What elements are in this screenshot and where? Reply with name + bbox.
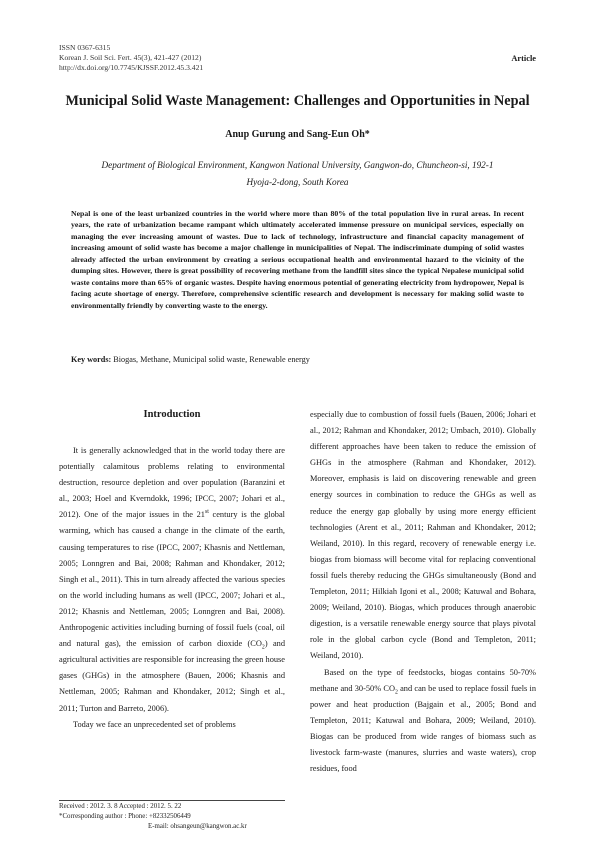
affiliation-line-2: Hyoja-2-dong, South Korea (246, 177, 349, 187)
intro-paragraph-2-continued: especially due to combustion of fossil fuels (Bauen, 2006; Johari et al., 2012; Rahman and Khondaker, 2012; Umbach, 2010). Globally different approaches have been taken to reduce the emission of GHGs in the atmosphere (Rahman and Khondaker, 2012). Moreover, emphasis is laid on discovering renewable and green energy sources in combination to reduce the GHGs as well as reduce the energy gap globally by using more energy efficient technologies (Arent et al., 2011; Rahman and Khondaker, 2012; Weiland, 2010). In this regard, recovery of renewable energy i.e. biogas from biomass will become vital for replacing conventional fossil fuels thereby reducing the GHGs simultaneously (Bond and Templeton, 2011; Hilkiah Igoni et al., 2008; Katuwal and Bohara, 2009; Weiland, 2010). Biogas, which produces through anaerobic digestion, is a versatile renewable energy source that plays pivotal role in the global carbon cycle (Bond and Templeton, 2011; Weiland, 2010). (310, 410, 536, 661)
corresponding-author: *Corresponding author : Phone: +82332506449 (59, 813, 191, 820)
section-heading-introduction: Introduction (143, 409, 201, 420)
author-affiliation (80, 157, 515, 191)
paper-title: Municipal Solid Waste Management: Challenges and Opportunities in Nepal (65, 93, 530, 109)
journal-citation: Korean J. Soil Sci. Fert. 45(3), 421-427 (2012) (59, 53, 202, 62)
intro-paragraph-2: Today we face an unprecedented set of problems (73, 719, 236, 729)
keywords (71, 355, 524, 364)
author-email[interactable]: E-mail: ohsangeun@kangwon.ac.kr (148, 823, 247, 830)
footnote-divider (59, 800, 285, 801)
left-column (59, 443, 285, 733)
keywords-label: Key words: (71, 355, 112, 364)
doi-link[interactable]: http://dx.doi.org/10.7745/KJSSF.2012.45.3.421 (59, 63, 204, 72)
issn: ISSN 0367-6315 (59, 43, 111, 52)
intro-paragraph-3: Based on the type of feedstocks, biogas contains 50-70% methane and 30-50% $CO_2$ and can be used to replace fossil fuels in power and heat production (Bajgain et al., 2005; Bond and Templeton, 2011; Katuwal and Bohara, 2009; Weiland, 2010). Biogas can be produced from wide ranges of biomass such as livestock farm-waste (manures, slurries and waste waters), crop residues, food (310, 667, 536, 774)
affiliation-line-1: Department of Biological Environment, Kangwon National University, Gangwon-do, Chuncheon-si, 192-1 (101, 160, 494, 170)
received-dates: Received : 2012. 3. 8 Accepted : 2012. 5. 22 (59, 803, 182, 810)
intro-paragraph-1: It is generally acknowledged that in the world today there are potentially calamitous problems relating to environmental destruction, resource depletion and over population (Baranzini et al., 2003; Hoel and Kverndokk, 1996; IPCC, 2007; Johari et al., 2012). One of the major issues in the 21st century is the global warming, which has caused a change in the climate of the earth, causing temperatures to rise (IPCC, 2007; Khasnis and Nettleman, 2005; Lonngren and Bai, 2008; Rahman and Khondaker, 2012; Singh et al., 2011). This in turn already affected the various species on the world including humans as well (IPCC, 2007; Johari et al., 2012; Khasnis and Nettleman, 2005; Lonngren and Bai, 2008). Anthropogenic activities including burning of fossil fuels (coal, oil and natural gas), the emission of carbon dioxide $(CO_2)$ and agricultural activities are responsible for increasing the green house gases (GHGs) in the atmosphere (Bauen, 2006; Khasnis and Nettleman, 2005; Rahman and Khondaker, 2012; Singh et al., 2011; Turton and Barreto, 2006). (59, 446, 286, 713)
abstract: Nepal is one of the least urbanized countries in the world where more than 80% of the total population live in rural areas. In recent years, the rate of urbanization became rampant which ultimately accelerated immense pressure on municipal services, especially on managing the ever increasing amount of wastes. Due to lack of technology, infrastructure and financial capacity management of increasing amount of solid waste has become a major challenge in municipalities of Nepal. The indiscriminate dumping of solid wastes already affected the urban environment by creating a serious occupational health and environmental hazard to the vicinity of the dumping sites. However, there is great possibility of recovering methane from the landfill sites since the typical Nepalese municipal solid waste contains more than 65% of organic wastes. Despite having enormous potential of generating electricity from hydropower, Nepal is facing acute shortage of energy. Therefore, comprehensive scientific research and development is necessary for making solid waste to environmentally friendly by converting waste to the energy. (71, 209, 524, 310)
footnotes (59, 802, 247, 832)
paper-authors: Anup Gurung and Sang-Eun Oh* (225, 129, 370, 140)
keywords-text: Biogas, Methane, Municipal solid waste, Renewable energy (113, 355, 310, 364)
journal-meta (59, 43, 203, 73)
right-column (310, 407, 536, 777)
article-type-label: Article (511, 54, 536, 63)
